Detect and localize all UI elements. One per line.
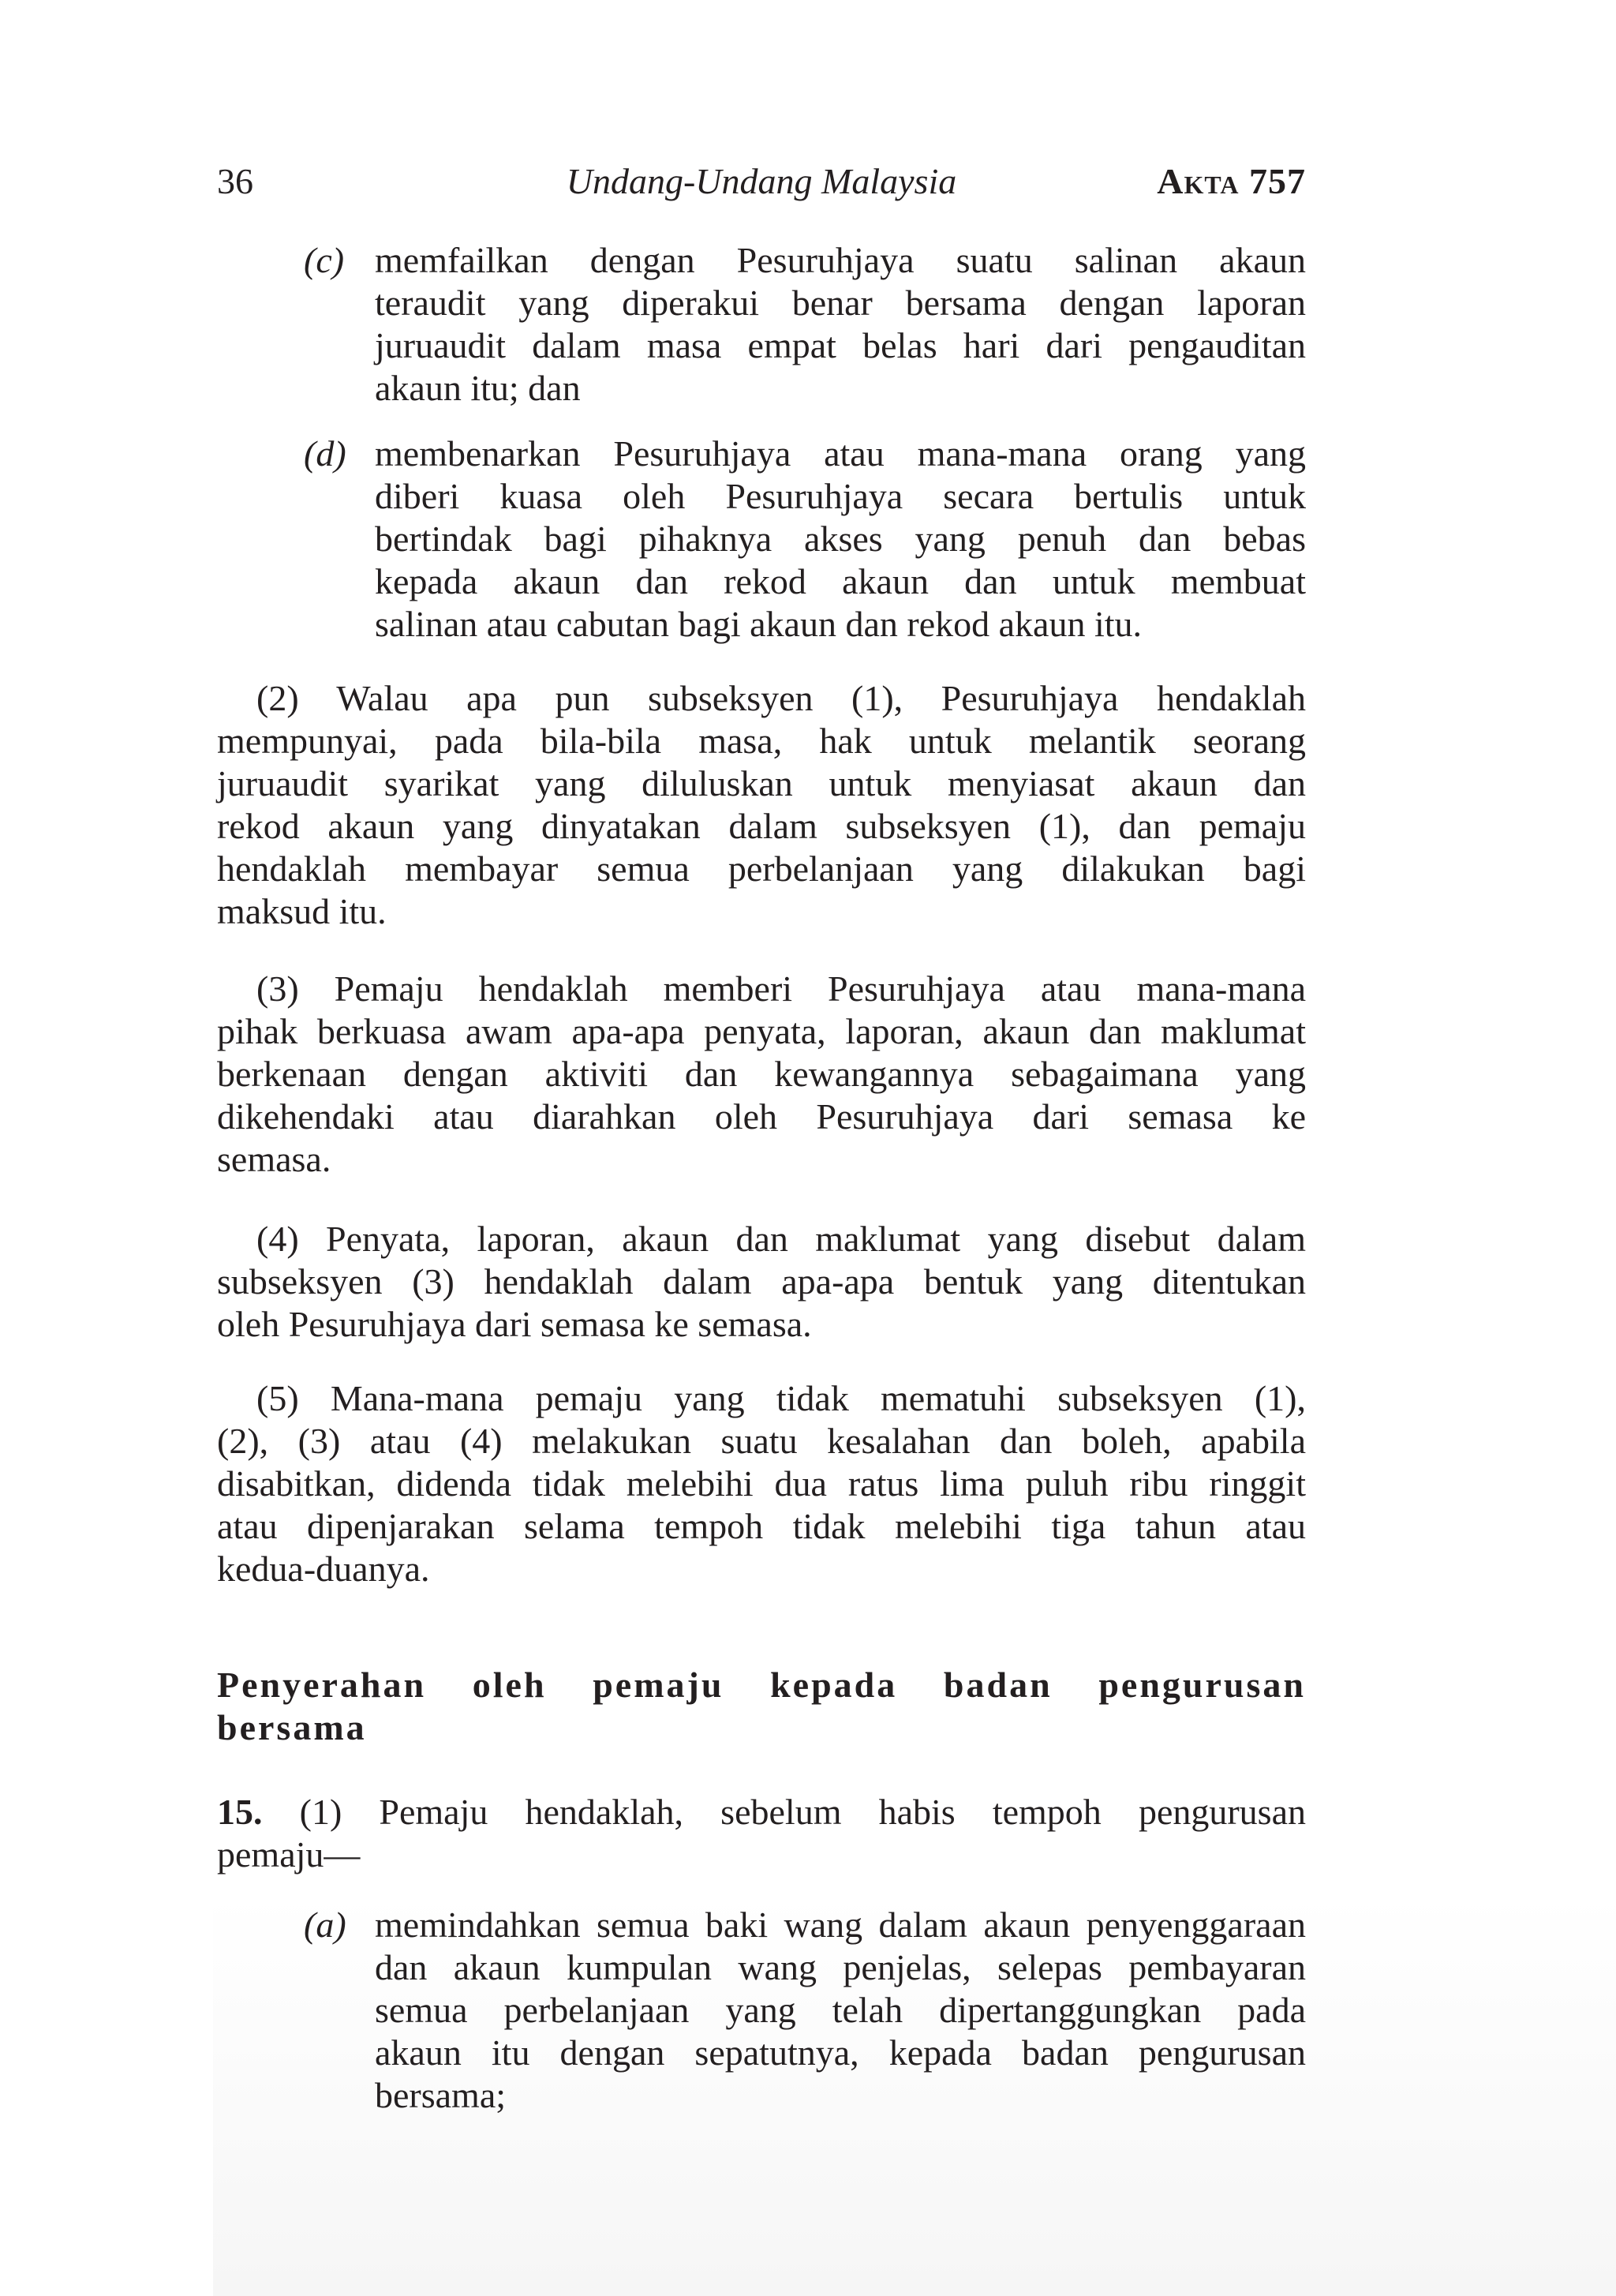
section-number: 15. [217, 1792, 263, 1832]
text-line: juruaudit syarikat yang diluluskan untuk menyiasat akaun dan [217, 763, 1306, 803]
item-d-text [375, 433, 1306, 646]
subsection-3 [217, 968, 1306, 1181]
text-line: kedua-duanya. [217, 1549, 430, 1589]
text-line: disabitkan, didenda tidak melebihi dua ratus lima puluh ribu ringgit [217, 1463, 1306, 1504]
item-c-text [375, 239, 1306, 410]
text-line: teraudit yang diperakui benar bersama dengan laporan [375, 283, 1306, 323]
item-a-label: (a) [304, 1905, 346, 1945]
text-line: semua perbelanjaan yang telah dipertanggungkan pada [375, 1990, 1306, 2030]
text-line: akaun itu dengan sepatutnya, kepada badan pengurusan [375, 2032, 1306, 2073]
text-line: diberi kuasa oleh Pesuruhjaya secara bertulis untuk [375, 476, 1306, 516]
text-line: kepada akaun dan rekod akaun dan untuk membuat [375, 561, 1306, 601]
text-line: memindahkan semua baki wang dalam akaun penyenggaraan [375, 1905, 1306, 1945]
text-line: hendaklah membayar semua perbelanjaan yang dilakukan bagi [217, 848, 1306, 889]
act-number: Akta 757 [1157, 161, 1306, 201]
subsection-5 [217, 1377, 1306, 1590]
text-line: rekod akaun yang dinyatakan dalam subseksyen (1), dan pemaju [217, 806, 1306, 846]
text-line: maksud itu. [217, 891, 387, 931]
text-line: semasa. [217, 1139, 331, 1179]
text-line: membenarkan Pesuruhjaya atau mana-mana orang yang [375, 433, 1306, 474]
text-line: (3) Pemaju hendaklah memberi Pesuruhjaya atau mana-mana [256, 968, 1306, 1009]
heading-line: bersama [217, 1707, 367, 1747]
item-d-label: (d) [304, 433, 346, 474]
text-line: juruaudit dalam masa empat belas hari dari pengauditan [375, 325, 1306, 365]
text-line: pihak berkuasa awam apa-apa penyata, laporan, akaun dan maklumat [217, 1011, 1306, 1051]
running-header [217, 158, 1306, 205]
text-line: akaun itu; dan [375, 368, 581, 408]
text-line: memfailkan dengan Pesuruhjaya suatu salinan akaun [375, 240, 1306, 280]
text-line [217, 1791, 1306, 1833]
text-line: (2), (3) atau (4) melakukan suatu kesalahan dan boleh, apabila [217, 1421, 1306, 1461]
section-15-line-1: (1) Pemaju hendaklah, sebelum habis tempoh pengurusan [262, 1792, 1306, 1832]
text-line: dan akaun kumpulan wang penjelas, selepas pembayaran [375, 1947, 1306, 1987]
item-a-text [375, 1904, 1306, 2117]
text-line: subseksyen (3) hendaklah dalam apa-apa bentuk yang ditentukan [217, 1261, 1306, 1302]
heading-line: Penyerahan oleh pemaju kepada badan pengurusan [217, 1665, 1306, 1705]
text-line: pemaju— [217, 1834, 361, 1875]
text-line: (2) Walau apa pun subseksyen (1), Pesuruhjaya hendaklah [256, 678, 1306, 718]
subsection-2 [217, 677, 1306, 933]
text-line: bersama; [375, 2075, 507, 2115]
text-line: salinan atau cabutan bagi akaun dan rekod akaun itu. [375, 604, 1143, 644]
section-heading [217, 1664, 1306, 1749]
text-line: bertindak bagi pihaknya akses yang penuh dan bebas [375, 519, 1306, 559]
text-line: mempunyai, pada bila-bila masa, hak untuk melantik seorang [217, 721, 1306, 761]
text-line: oleh Pesuruhjaya dari semasa ke semasa. [217, 1304, 812, 1344]
running-title: Undang-Undang Malaysia [566, 161, 957, 201]
subsection-4 [217, 1218, 1306, 1346]
text-line: (5) Mana-mana pemaju yang tidak mematuhi subseksyen (1), [256, 1378, 1306, 1418]
page-number: 36 [217, 161, 253, 201]
text-line: dikehendaki atau diarahkan oleh Pesuruhjaya dari semasa ke [217, 1096, 1306, 1137]
section-15-intro [217, 1791, 1306, 1876]
text-line: berkenaan dengan aktiviti dan kewangannya sebagaimana yang [217, 1054, 1306, 1094]
text-line: atau dipenjarakan selama tempoh tidak melebihi tiga tahun atau [217, 1506, 1306, 1546]
item-c-label: (c) [304, 240, 345, 280]
text-line: (4) Penyata, laporan, akaun dan maklumat yang disebut dalam [256, 1219, 1306, 1259]
